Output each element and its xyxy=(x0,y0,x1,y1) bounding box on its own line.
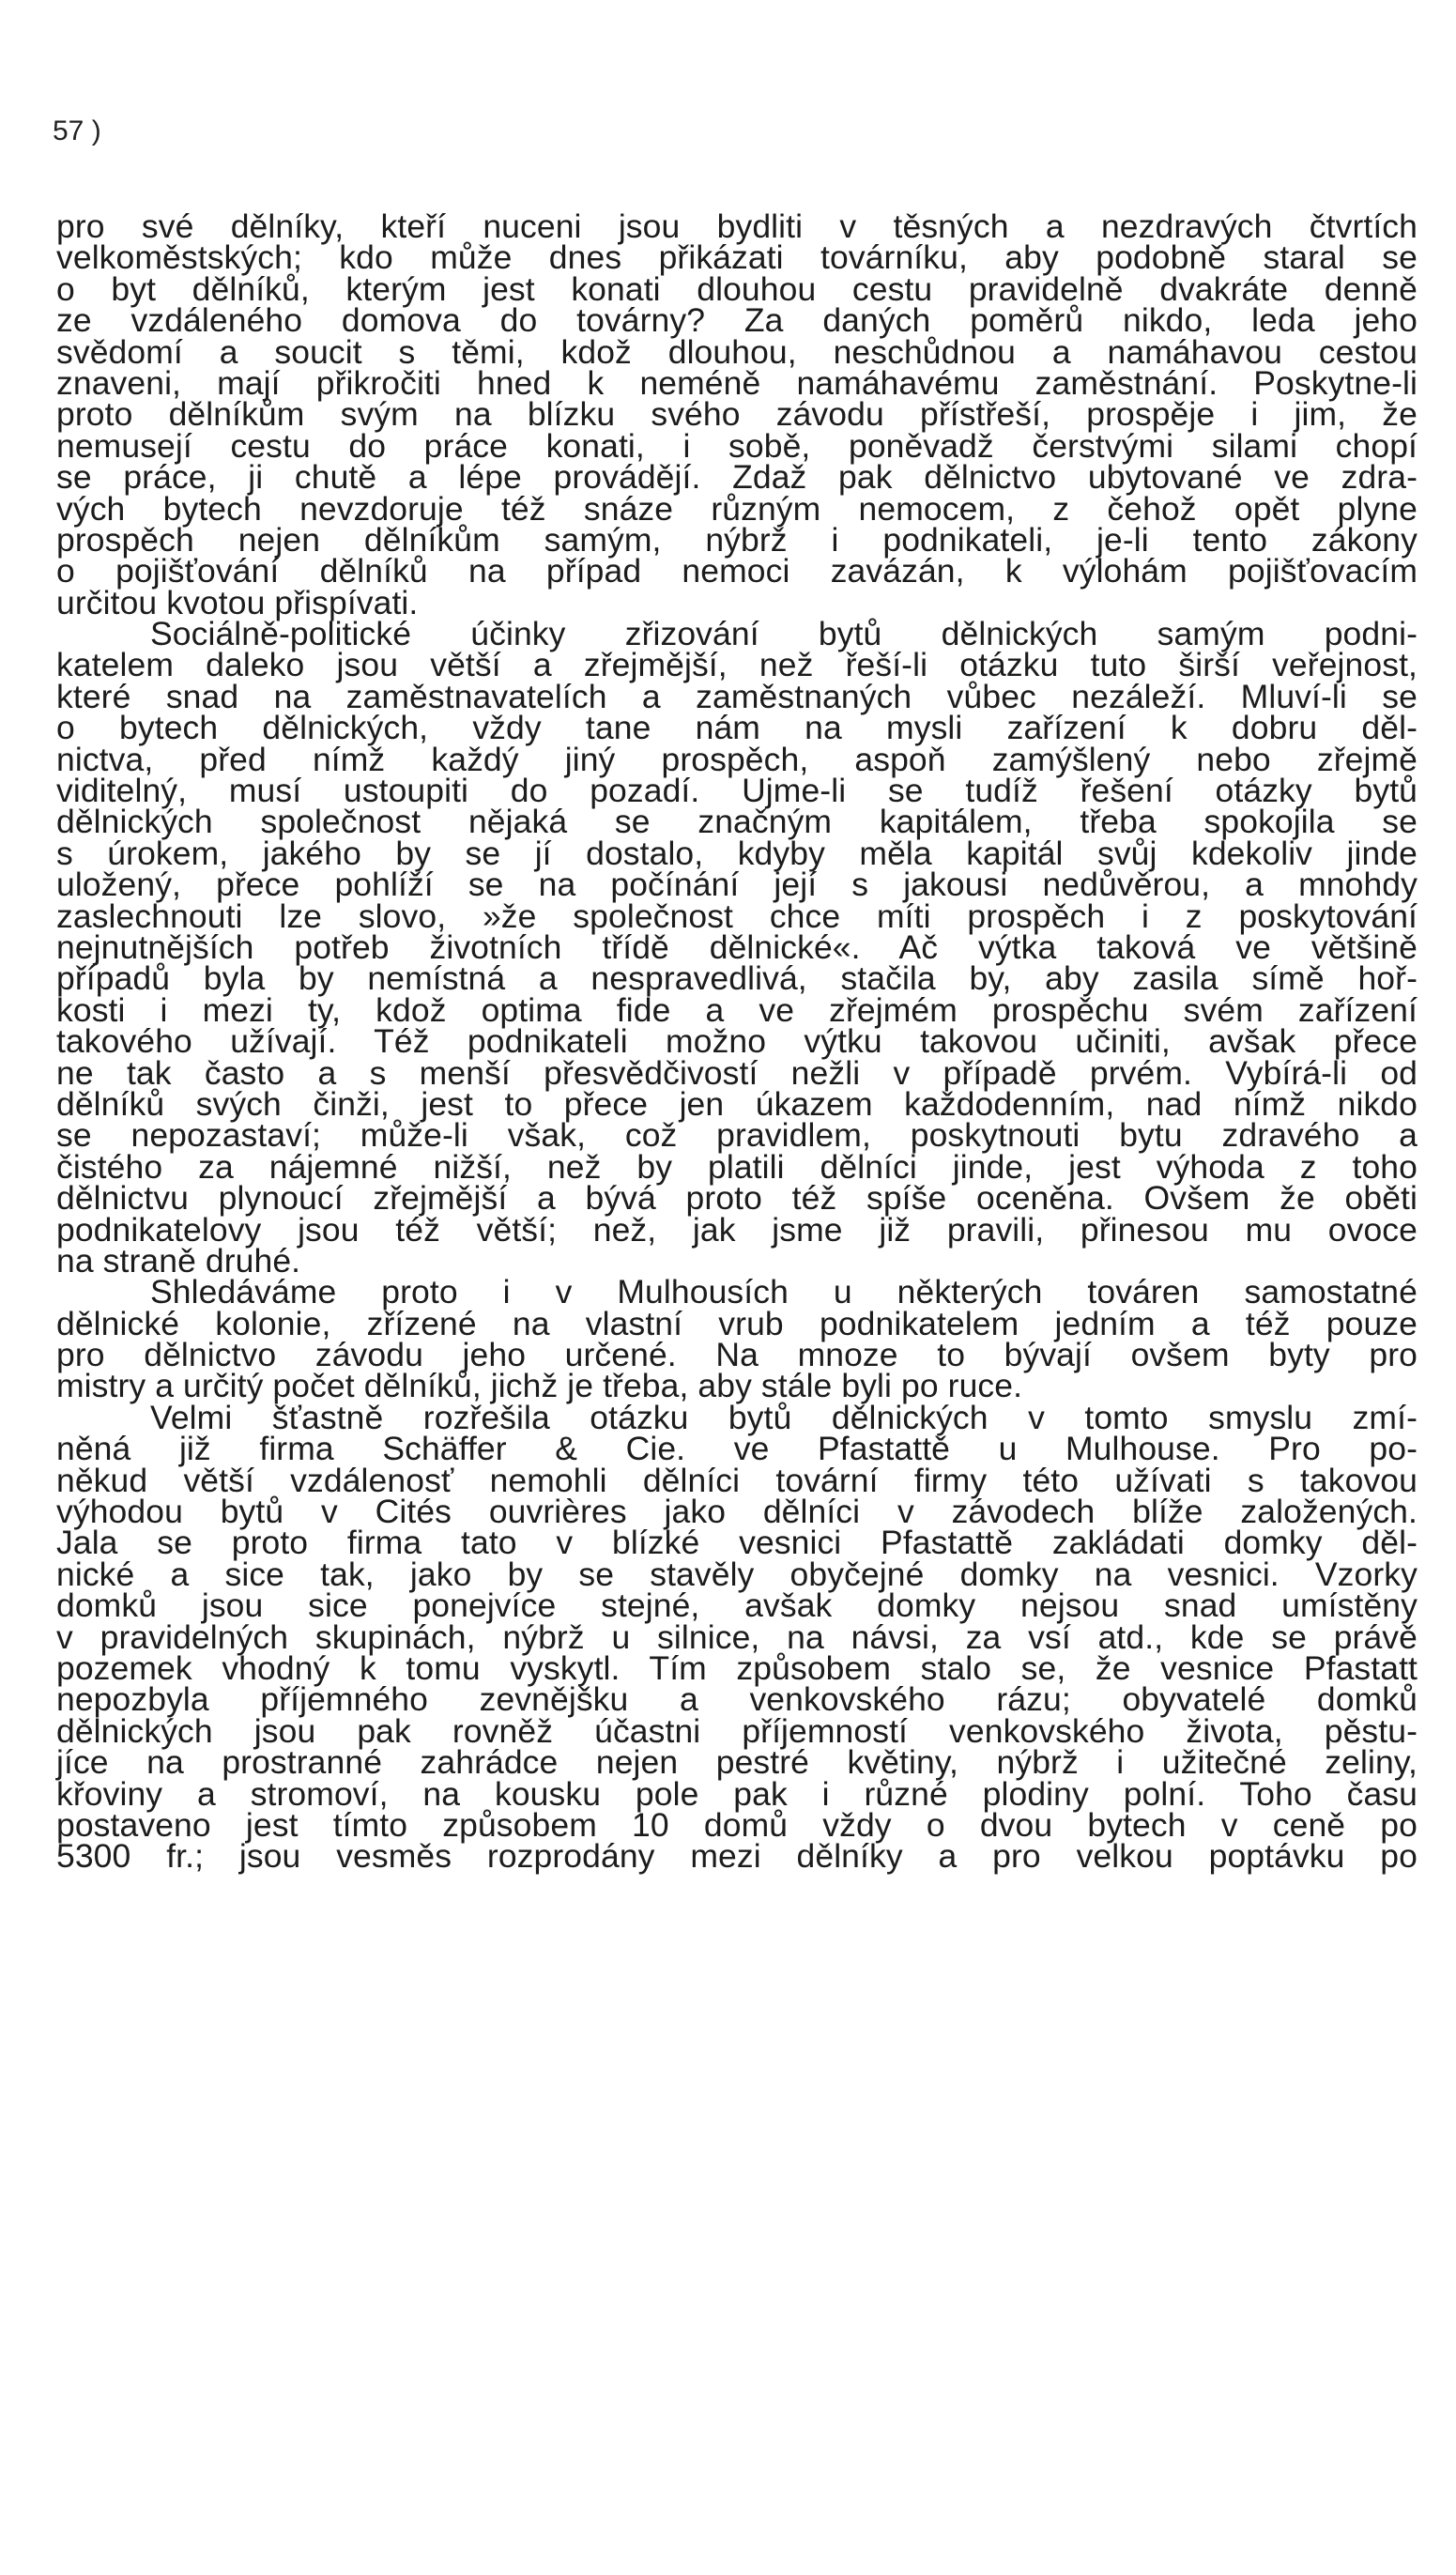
text-line: nemusejí cestu do práce konati, i sobě, poněvadž čerstvými silami chopí xyxy=(56,426,1418,465)
body-text xyxy=(56,207,1418,1876)
text-line: uložený, přece pohlíží se na počínání její s jakousi nedůvěrou, a mnohdy xyxy=(56,866,1418,904)
text-line: nepozbyla příjemného zevnějšku a venkovského rázu; obyvatelé domků xyxy=(56,1680,1418,1719)
text-line: něná již firma Schäffer & Cie. ve Pfastattě u Mulhouse. Pro po- xyxy=(56,1430,1418,1468)
text-line: někud větší vzdálenosť nemohli dělníci tovární firmy této užívati s takovou xyxy=(56,1461,1418,1499)
text-line: postaveno jest tímto způsobem 10 domů vždy o dvou bytech v ceně po xyxy=(56,1805,1418,1844)
text-line: jíce na prostranné zahrádce nejen pestré květiny, nýbrž i užitečné zeliny, xyxy=(56,1743,1418,1782)
text-line: dělnických jsou pak rovněž účastni příjemností venkovského života, pěstu- xyxy=(56,1711,1418,1750)
text-line: o pojišťování dělníků na případ nemoci zavázán, k výlohám pojišťovacím xyxy=(56,552,1418,590)
text-line: nické a sice tak, jako by se stavěly obyčejné domky na vesnici. Vzorky xyxy=(56,1555,1418,1593)
text-line: ze vzdáleného domova do továrny? Za daných poměrů nikdo, leda jeho xyxy=(56,301,1418,340)
text-line: podnikatelovy jsou též větší; než, jak jsme již pravili, přinesou mu ovoce xyxy=(56,1210,1418,1249)
text-line: katelem daleko jsou větší a zřejmější, než řeší-li otázku tuto širší veřejnost, xyxy=(56,646,1418,684)
text-line: případů byla by nemístná a nespravedlivá, stačila by, aby zasila símě hoř- xyxy=(56,959,1418,998)
text-line: dělníků svých činži, jest to přece jen úkazem každodenním, nad nímž nikdo xyxy=(56,1084,1418,1123)
text-line: pozemek vhodný k tomu vyskytl. Tím způsobem stalo se, že vesnice Pfastatt xyxy=(56,1648,1418,1687)
text-line: se práce, ji chutě a lépe provádějí. Zdaž pak dělnictvo ubytované ve zdra- xyxy=(56,458,1418,497)
text-line: nictva, před nímž každý jiný prospěch, aspoň zamýšlený nebo zřejmě xyxy=(56,740,1418,778)
text-line: znaveni, mají přikročiti hned k neméně namáhavému zaměstnání. Poskytne-li xyxy=(56,363,1418,402)
text-line: Jala se proto firma tato v blízké vesnici Pfastattě zakládati domky děl- xyxy=(56,1524,1418,1562)
text-line: křoviny a stromoví, na kousku pole pak i různé plodiny polní. Toho času xyxy=(56,1774,1418,1813)
text-line: proto dělníkům svým na blízku svého závodu přístřeší, prospěje i jim, že xyxy=(56,395,1418,434)
text-line: ne tak často a s menší přesvědčivostí nežli v případě prvém. Vybírá-li od xyxy=(56,1053,1418,1092)
paragraph-first-line: Sociálně-politické účinky zřizování bytů dělnických samým podni- xyxy=(150,615,1418,653)
text-line: na straně druhé. xyxy=(56,1241,301,1280)
text-line: dělnické kolonie, zřízené na vlastní vrub podnikatelem jedním a též pouze xyxy=(56,1304,1418,1342)
paragraph-first-line: Velmi šťastně rozřešila otázku bytů dělnických v tomto smyslu zmí- xyxy=(150,1398,1418,1436)
text-line: čistého za nájemné nižší, než by platili dělníci jinde, jest výhoda z toho xyxy=(56,1147,1418,1186)
text-line: o bytech dělnických, vždy tane nám na mysli zařízení k dobru děl- xyxy=(56,709,1418,747)
page-number: 57 ) xyxy=(53,115,101,146)
text-line: 5300 fr.; jsou vesměs rozprodány mezi dělníky a pro velkou poptávku po xyxy=(56,1837,1418,1876)
text-line: domků jsou sice ponejvíce stejné, avšak domky nejsou snad umístěny xyxy=(56,1586,1418,1625)
text-line: svědomí a soucit s těmi, kdož dlouhou, neschůdnou a namáhavou cestou xyxy=(56,332,1418,371)
text-line: takového užívají. Též podnikateli možno výtku takovou učiniti, avšak přece xyxy=(56,1022,1418,1061)
text-line: o byt dělníků, kterým jest konati dlouhou cestu pravidelně dvakráte denně xyxy=(56,269,1418,308)
text-line: určitou kvotou přispívati. xyxy=(56,583,419,621)
text-line: v pravidelných skupinách, nýbrž u silnice, na návsi, za vsí atd., kde se právě xyxy=(56,1617,1418,1656)
paragraph-first-line: Shledáváme proto i v Mulhousích u některých továren samostatné xyxy=(150,1273,1418,1311)
text-line: prospěch nejen dělníkům samým, nýbrž i podnikateli, je-li tento zákony xyxy=(56,520,1418,559)
text-line: pro dělnictvo závodu jeho určené. Na mnoze to bývají ovšem byty pro xyxy=(56,1336,1418,1374)
text-line: dělnických společnost nějaká se značným kapitálem, třeba spokojila se xyxy=(56,803,1418,841)
text-line: s úrokem, jakého by se jí dostalo, kdyby měla kapitál svůj kdekoliv jinde xyxy=(56,834,1418,872)
text-line: dělnictvu plynoucí zřejmější a bývá proto též spíše oceněna. Ovšem že oběti xyxy=(56,1179,1418,1218)
text-line: pro své dělníky, kteří nuceni jsou bydliti v těsných a nezdravých čtvrtích xyxy=(56,207,1418,245)
text-line: velkoměstských; kdo může dnes přikázati továrníku, aby podobně staral se xyxy=(56,238,1418,277)
text-line: mistry a určitý počet dělníků, jichž je třeba, aby stále byli po ruce. xyxy=(56,1367,1023,1405)
text-line: se nepozastaví; může-li však, což pravidlem, poskytnouti bytu zdravého a xyxy=(56,1116,1418,1155)
text-line: nejnutnějších potřeb životních třídě dělnické«. Ač výtka taková ve většině xyxy=(56,927,1418,966)
text-line: vých bytech nevzdoruje též snáze různým nemocem, z čehož opět plyne xyxy=(56,489,1418,528)
text-line: které snad na zaměstnavatelích a zaměstnaných vůbec nezáleží. Mluví-li se xyxy=(56,677,1418,715)
text-line: výhodou bytů v Cités ouvrières jako dělníci v závodech blíže založených. xyxy=(56,1493,1418,1531)
text-line: zaslechnouti lze slovo, »že společnost chce míti prospěch i z poskytování xyxy=(56,897,1418,935)
text-line: viditelný, musí ustoupiti do pozadí. Ujme-li se tudíž řešení otázky bytů xyxy=(56,772,1418,810)
text-line: kosti i mezi ty, kdož optima fide a ve zřejmém prospěchu svém zařízení xyxy=(56,990,1418,1029)
